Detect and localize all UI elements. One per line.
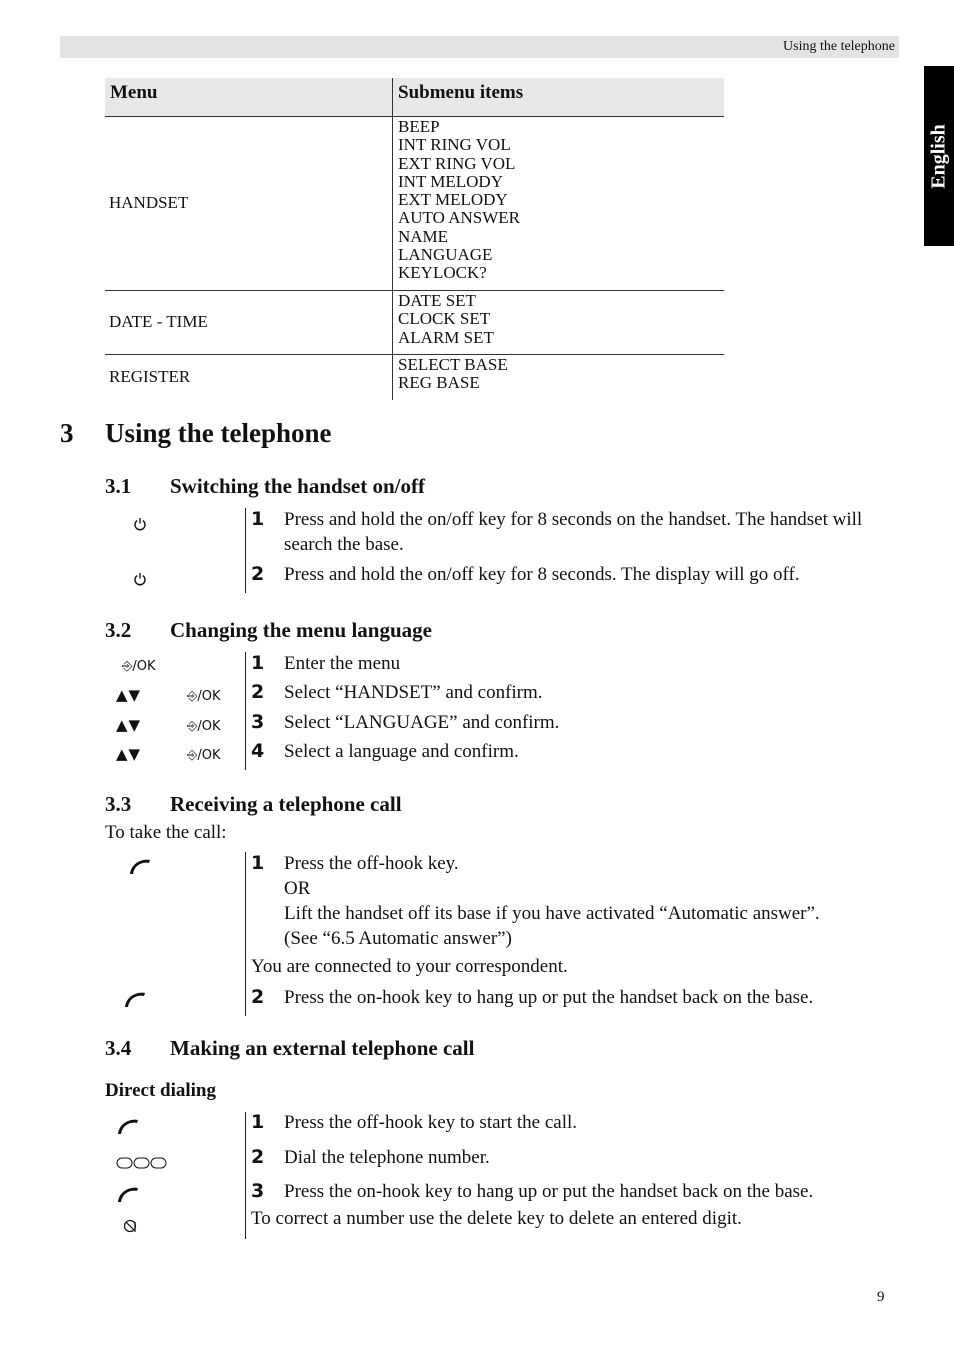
step-number: 1 [251, 852, 265, 874]
up-down-arrows-icon: ▲▼ [116, 716, 142, 734]
step-text: Press the on-hook key to hang up or put the handset back on the base. [284, 1181, 814, 1202]
table-row [105, 290, 724, 354]
submenu-column-header: Submenu items [392, 78, 724, 116]
power-icon [133, 516, 147, 535]
step-text: Press and hold the on/off key for 8 seconds. The display will go off. [284, 564, 800, 585]
step-text: Enter the menu [284, 653, 401, 674]
step-divider [245, 652, 246, 770]
table-row [105, 354, 724, 400]
up-down-arrows-icon: ▲▼ [116, 686, 142, 704]
delete-icon [123, 1218, 137, 1237]
step-number: 4 [251, 740, 265, 762]
delete-note: To correct a number use the delete key to delete an entered digit. [251, 1208, 742, 1229]
submenu-item: INT RING VOL [398, 135, 511, 155]
ok-label: /OK [197, 719, 221, 734]
page-number: 9 [877, 1289, 885, 1305]
step-text: Press the off-hook key to start the call. [284, 1112, 578, 1133]
submenu-cell [392, 355, 724, 400]
submenu-item: ALARM SET [398, 327, 494, 347]
menu-table-header [105, 78, 724, 117]
intro-text: To take the call: [105, 822, 227, 843]
step-divider [245, 1112, 246, 1239]
phone-icon [123, 991, 147, 1013]
power-icon [133, 571, 147, 590]
menu-ok-icon: ⎆/OK [122, 659, 156, 674]
step-text: Select “LANGUAGE” and confirm. [284, 712, 560, 733]
submenu-item: KEYLOCK? [398, 263, 487, 283]
menu-table [105, 78, 724, 400]
section-number: 3.2 [105, 618, 132, 642]
section-number: 3.1 [105, 474, 132, 498]
section-heading-3-3 [105, 792, 402, 817]
keypad-icon [116, 1155, 168, 1174]
menu-ok-icon: ⎆/OK [187, 689, 221, 704]
ok-label: /OK [132, 659, 156, 674]
ok-label: /OK [197, 748, 221, 763]
section-title: Changing the menu language [170, 618, 432, 642]
step-number: 3 [251, 711, 265, 733]
step-number: 2 [251, 1146, 265, 1168]
language-tab-label: English [927, 123, 950, 189]
step-number: 1 [251, 652, 265, 674]
up-down-arrows-icon: ▲▼ [116, 745, 142, 763]
submenu-item: AUTO ANSWER [398, 208, 520, 228]
submenu-item: SELECT BASE [398, 355, 508, 374]
submenu-item: EXT MELODY [398, 190, 508, 210]
section-heading-3-1 [105, 474, 425, 499]
menu-column-header: Menu [110, 82, 158, 103]
submenu-item: DATE SET [398, 291, 476, 310]
section-title: Switching the handset on/off [170, 474, 425, 498]
step-text: search the base. [284, 534, 404, 555]
step-text: Select a language and confirm. [284, 741, 519, 762]
running-header-title: Using the telephone [783, 39, 895, 54]
step-number: 2 [251, 563, 265, 585]
submenu-item: EXT RING VOL [398, 153, 516, 173]
menu-ok-icon: ⎆/OK [187, 748, 221, 763]
step-number: 2 [251, 681, 265, 703]
menu-cell: REGISTER [109, 367, 191, 387]
step-text: (See “6.5 Automatic answer”) [284, 928, 512, 949]
step-text: Dial the telephone number. [284, 1147, 490, 1168]
section-number: 3.4 [105, 1036, 132, 1060]
chapter-number: 3 [60, 418, 74, 448]
step-text: Press and hold the on/off key for 8 seconds on the handset. The handset will [284, 509, 863, 530]
submenu-cell [392, 117, 724, 290]
step-text: Lift the handset off its base if you have activated “Automatic answer”. [284, 903, 820, 924]
section-title: Making an external telephone call [170, 1036, 475, 1060]
menu-cell: DATE - TIME [109, 312, 208, 332]
step-divider [245, 508, 246, 593]
step-number: 1 [251, 508, 265, 530]
chapter-heading [60, 418, 332, 449]
submenu-item: LANGUAGE [398, 245, 493, 265]
phone-icon [116, 1186, 140, 1208]
step-number: 1 [251, 1111, 265, 1133]
submenu-item: NAME [398, 226, 449, 246]
step-divider [245, 852, 246, 1016]
subheading-direct-dialing: Direct dialing [105, 1080, 217, 1101]
menu-ok-icon: ⎆/OK [187, 719, 221, 734]
step-text: Press the off-hook key. [284, 853, 459, 874]
step-text: OR [284, 878, 311, 899]
step-number: 2 [251, 986, 265, 1008]
submenu-item: CLOCK SET [398, 309, 491, 329]
phone-icon [116, 1118, 140, 1140]
section-number: 3.3 [105, 792, 132, 816]
submenu-cell [392, 291, 724, 354]
section-heading-3-4 [105, 1036, 474, 1061]
section-heading-3-2 [105, 618, 432, 643]
section-title: Receiving a telephone call [170, 792, 402, 816]
connected-note: You are connected to your correspondent. [251, 956, 568, 977]
table-row [105, 117, 724, 290]
submenu-item: BEEP [398, 117, 440, 136]
ok-label: /OK [197, 689, 221, 704]
step-number: 3 [251, 1180, 265, 1202]
language-side-tab [924, 66, 954, 246]
submenu-item: INT MELODY [398, 171, 503, 191]
step-text: Select “HANDSET” and confirm. [284, 682, 543, 703]
phone-icon [128, 858, 152, 880]
step-text: Press the on-hook key to hang up or put the handset back on the base. [284, 987, 814, 1008]
submenu-item: REG BASE [398, 373, 480, 393]
running-header [60, 36, 899, 58]
chapter-title: Using the telephone [105, 418, 332, 448]
menu-cell: HANDSET [109, 193, 189, 213]
